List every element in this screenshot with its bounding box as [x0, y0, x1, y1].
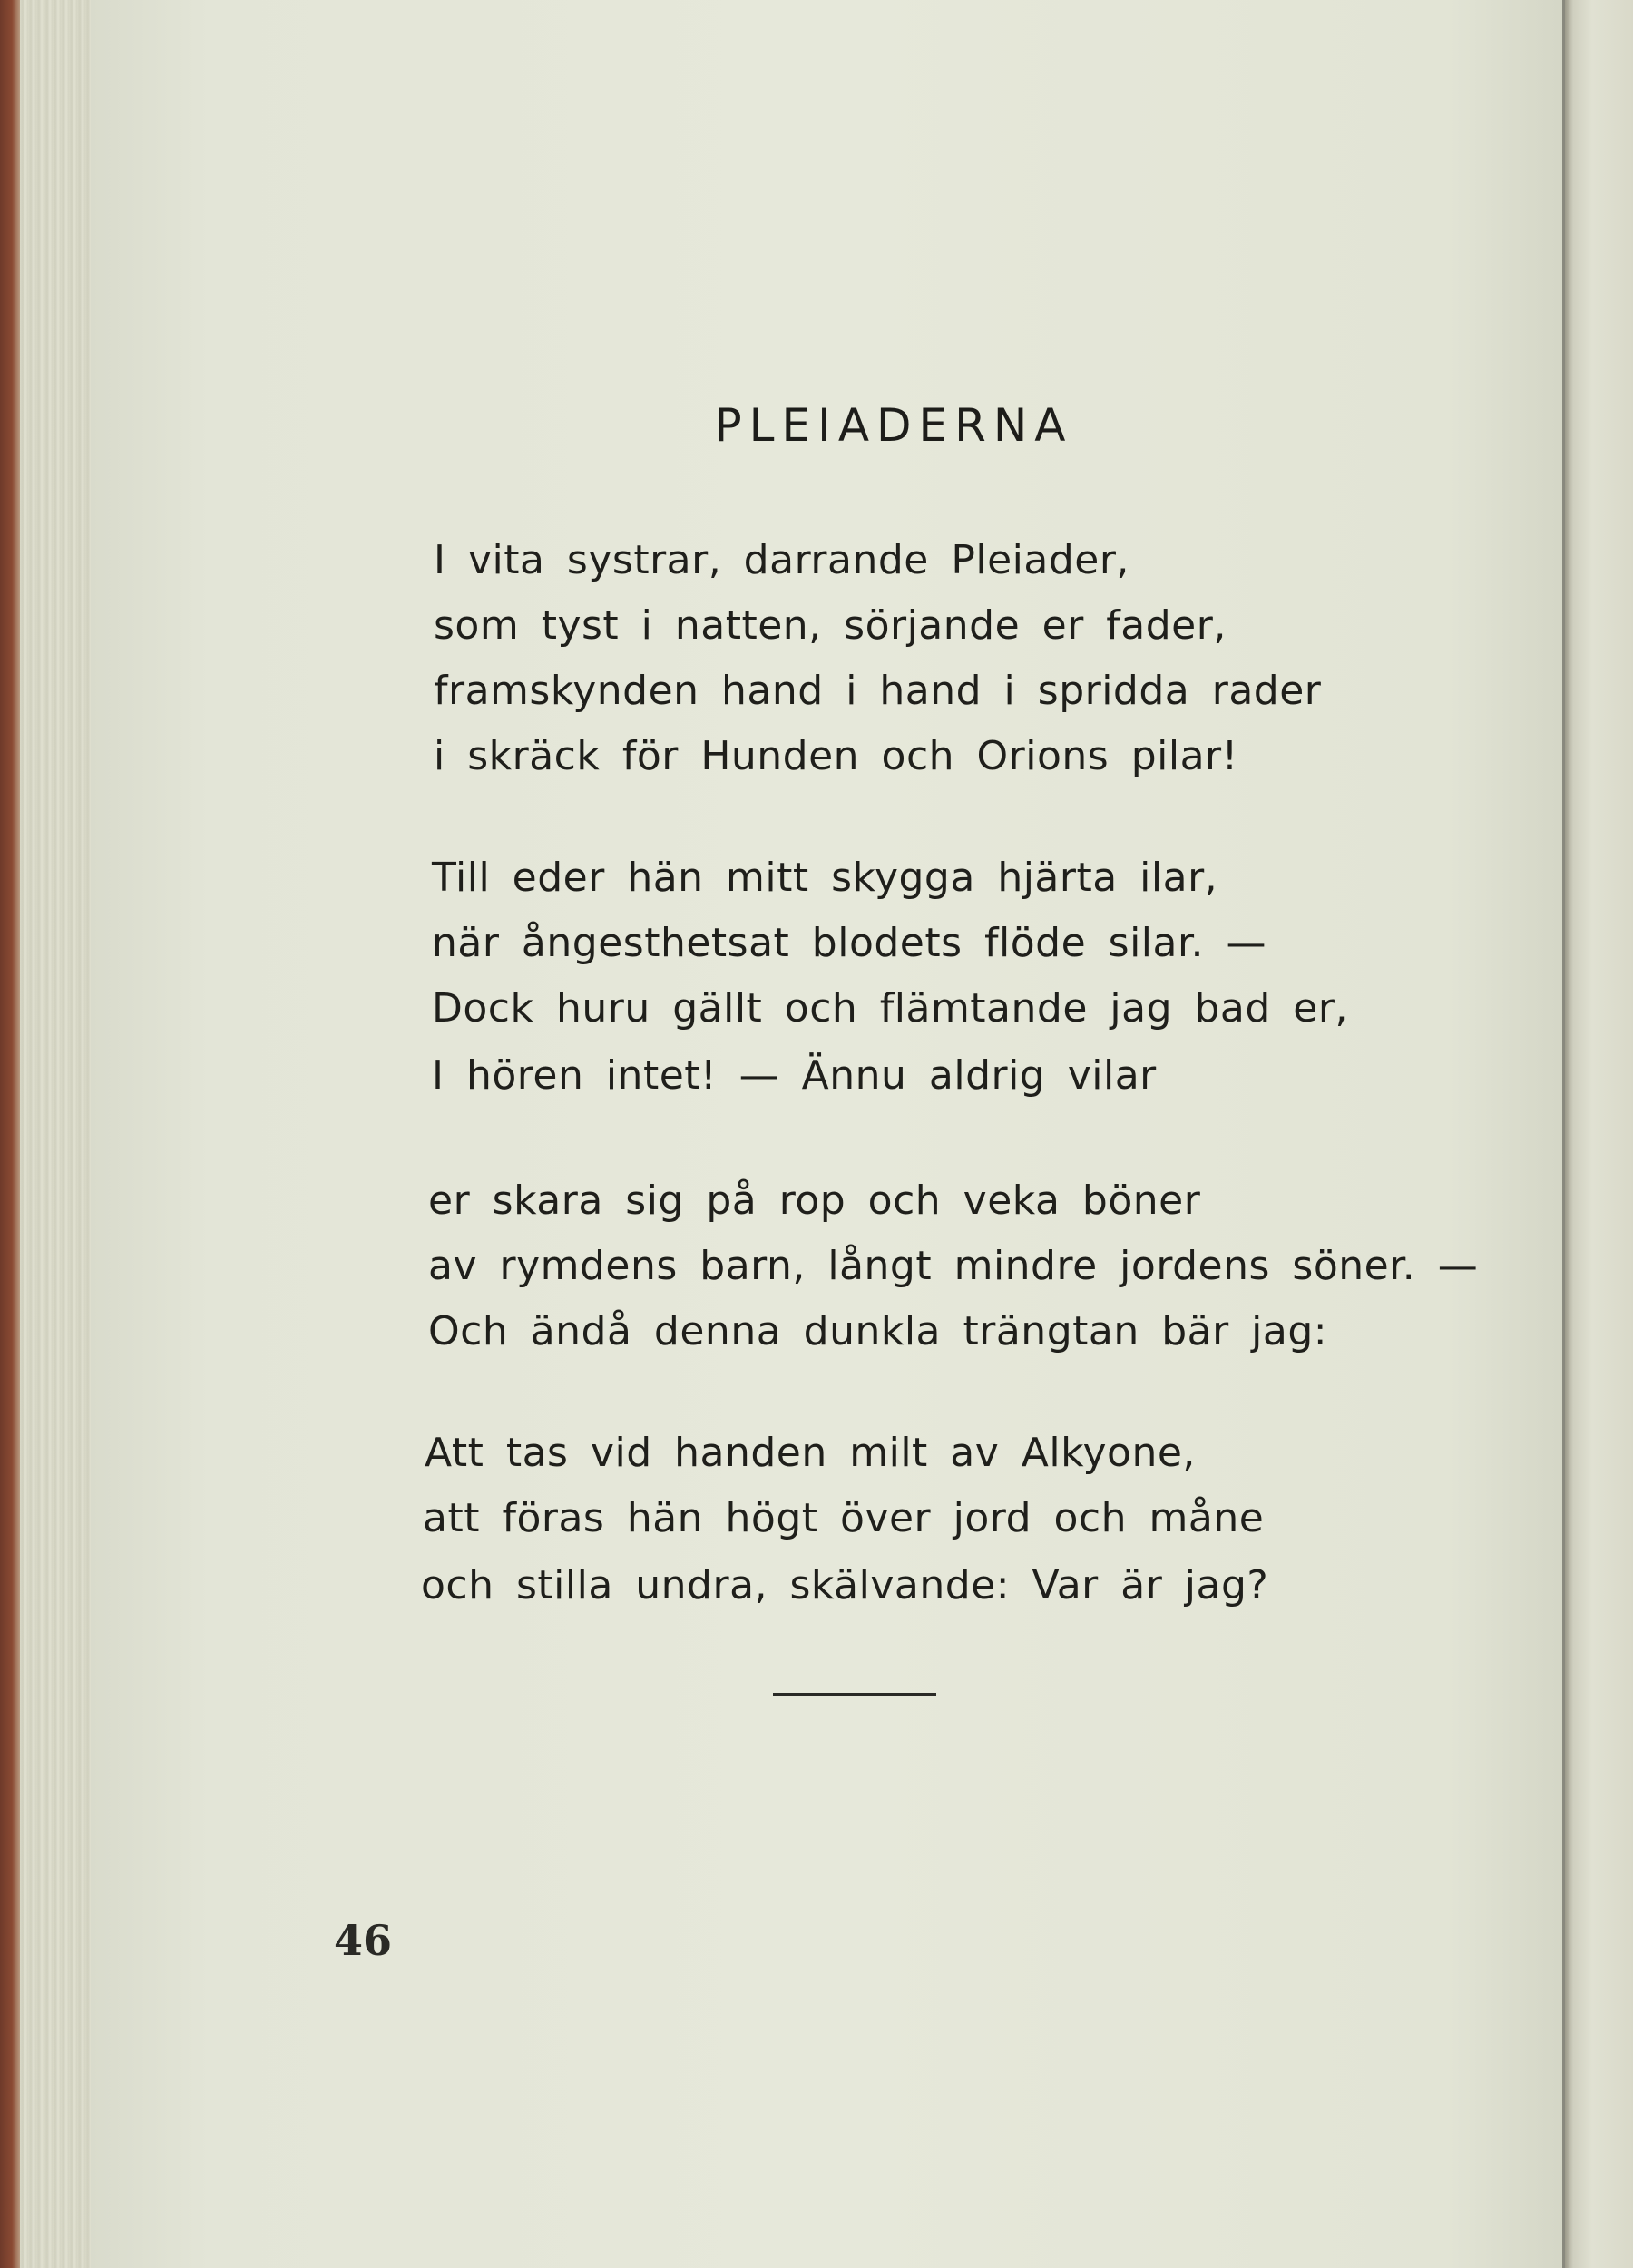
poem-line: i skräck för Hunden och Orions pilar!	[434, 733, 1238, 779]
poem-line: er skara sig på rop och veka böner	[428, 1178, 1201, 1224]
poem-line: Att tas vid handen milt av Alkyone,	[425, 1430, 1196, 1476]
poem-line: I hören intet! — Ännu aldrig vilar	[432, 1052, 1157, 1099]
poem-line: framskynden hand i hand i spridda rader	[434, 668, 1322, 714]
page-stack-edges	[20, 0, 102, 2268]
page-number: 46	[334, 1916, 393, 1965]
poem-title: PLEIADERNA	[714, 399, 1073, 452]
poem-line: när ångesthetsat blodets flöde silar. —	[432, 920, 1267, 966]
poem-line: Dock huru gällt och flämtande jag bad er,	[432, 985, 1348, 1031]
poem-line: som tyst i natten, sörjande er fader,	[434, 602, 1227, 649]
poem-line: Och ändå denna dunkla trängtan bär jag:	[428, 1308, 1328, 1354]
poem-line: av rymdens barn, långt mindre jordens söner. —	[428, 1243, 1479, 1289]
poem-line: I vita systrar, darrande Pleiader,	[434, 537, 1129, 583]
book-cover-edge	[0, 0, 20, 2268]
poem-line: Till eder hän mitt skygga hjärta ilar,	[432, 855, 1218, 901]
book-page	[91, 0, 1565, 2268]
end-rule	[773, 1693, 936, 1696]
next-page-edge	[1565, 0, 1633, 2268]
poem-line: och stilla undra, skälvande: Var är jag?	[421, 1562, 1269, 1608]
poem-line: att föras hän högt över jord och måne	[423, 1495, 1265, 1541]
